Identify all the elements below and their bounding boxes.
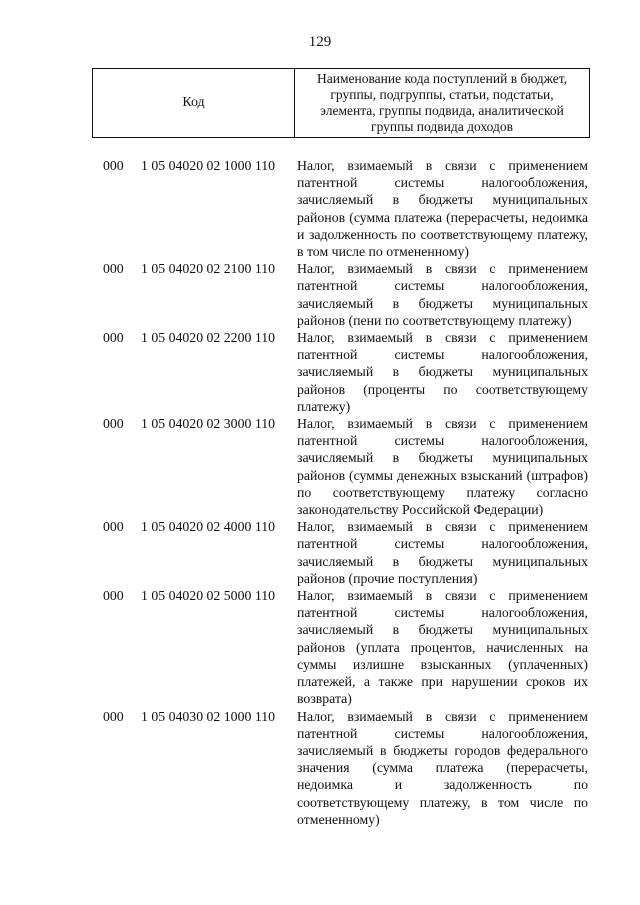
header-code-label: Код [93,69,295,137]
table-row [0,329,640,415]
income-code-list [0,157,640,828]
table-row [0,415,640,518]
admin-code: 000 [103,330,124,346]
table-row [0,157,640,260]
admin-code: 000 [103,261,124,277]
income-description: Налог, взимаемый в связи с применением патентной системы налогообложения, зачисляемый в бюджеты муниципальных районов (прочие поступления) [297,519,588,586]
income-description: Налог, взимаемый в связи с применением патентной системы налогообложения, зачисляемый в бюджеты муниципальных районов (пени по соответствующему платежу) [297,261,588,328]
budget-classification-code: 1 05 04020 02 4000 110 [141,519,276,535]
table-row [0,708,640,828]
table-row [0,518,640,587]
income-description: Налог, взимаемый в связи с применением патентной системы налогообложения, зачисляемый в бюджеты муниципальных районов (суммы денежных взысканий (штрафов) по соответствующему платежу согласно законодательству Российской Федерации) [297,416,588,518]
admin-code: 000 [103,708,124,724]
admin-code: 000 [103,519,124,535]
budget-classification-code: 1 05 04020 02 1000 110 [141,158,276,173]
income-description: Налог, взимаемый в связи с применением патентной системы налогообложения, зачисляемый в бюджеты муниципальных районов (уплата процентов, начисленных на суммы излишне взысканных (уплаченных) платежей, а также при нарушении сроков их возврата) [297,588,588,707]
budget-classification-code: 1 05 04020 02 5000 110 [141,588,276,604]
budget-classification-code: 1 05 04020 02 2100 110 [141,261,276,277]
table-row [0,587,640,707]
budget-classification-code: 1 05 04020 02 2200 110 [141,330,276,346]
budget-classification-code: 1 05 04030 02 1000 110 [141,708,276,724]
header-name-label: Наименование кода поступлений в бюджет, группы, подгруппы, статьи, подстатьи, элемента, группы подвида, аналитической группы подвида доходов [316,71,567,134]
page-number: 129 [308,34,332,50]
table-header [92,68,590,138]
income-description: Налог, взимаемый в связи с применением патентной системы налогообложения, зачисляемый в бюджеты муниципальных районов (сумма платежа (перерасчеты, недоимка и задолженность по соответствующему платежу, в том числе по отмененному) [297,158,588,260]
income-description: Налог, взимаемый в связи с применением патентной системы налогообложения, зачисляемый в бюджеты муниципальных районов (проценты по соответствующему платежу) [297,330,588,414]
table-row [0,260,640,329]
admin-code: 000 [103,588,124,604]
income-description: Налог, взимаемый в связи с применением патентной системы налогообложения, зачисляемый в бюджеты городов федерального значения (сумма платежа (перерасчеты, недоимка и задолженность по соответствующему платежу, в том числе по отмененному) [297,708,588,827]
admin-code: 000 [103,158,124,173]
admin-code: 000 [103,416,124,432]
budget-classification-code: 1 05 04020 02 3000 110 [141,416,276,432]
